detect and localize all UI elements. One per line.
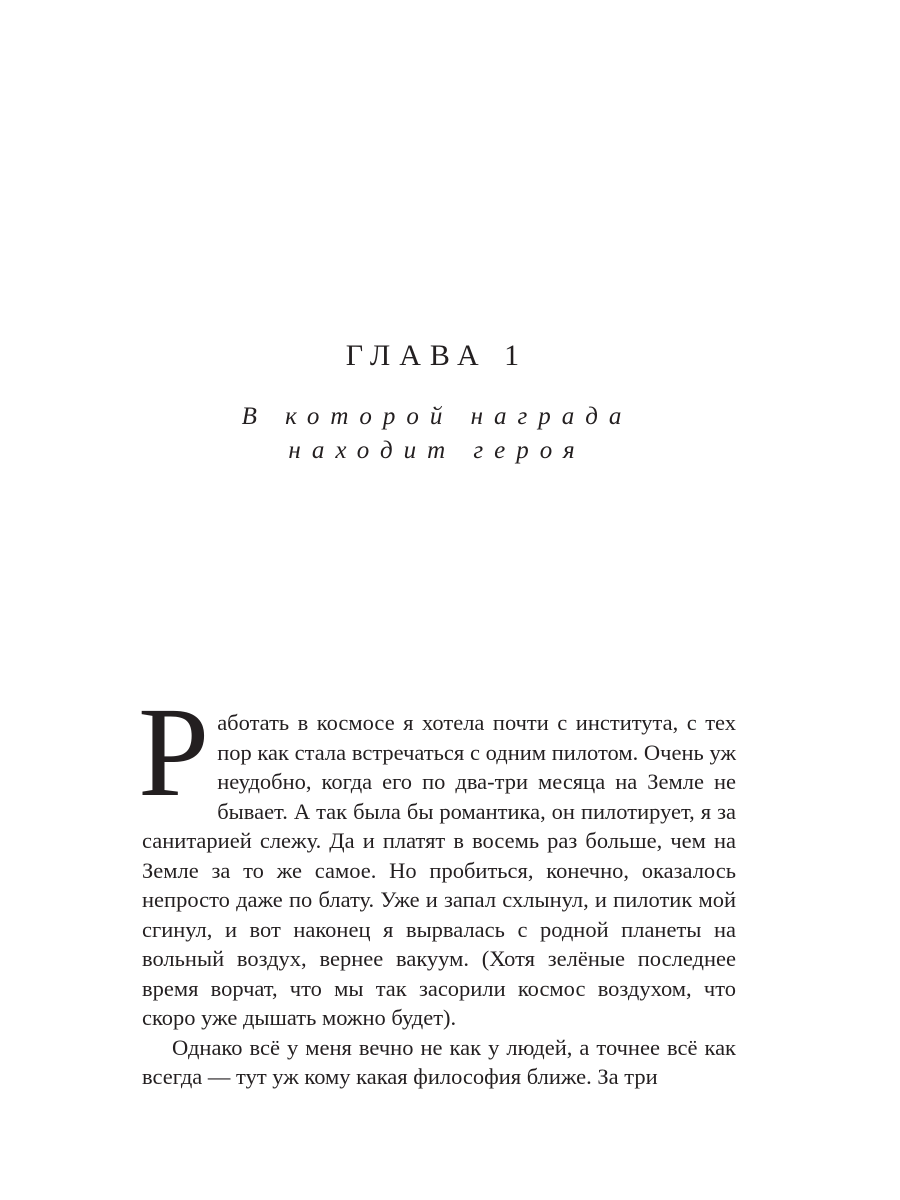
paragraph-2: Однако всё у меня вечно не как у людей, а точнее всё как всегда — тут уж кому какая философия ближе. За три <box>142 1034 736 1089</box>
chapter-label: ГЛАВА 1 <box>345 339 529 372</box>
paragraph-1-text: аботать в космосе я хотела почти с института, с тех пор как стала встречаться с одним пилотом. Очень уж неудобно, когда его по два-три месяца на Земле не бывает. А так была бы романтика, он пилотирует, я за санитарией слежу. Да и платят в восемь раз больше, чем на Земле за то же самое. Но пробиться, конечно, оказалось непросто даже по блату. Уже и запал схлынул, и пилотик мой сгинул, и вот наконец я вырвалась с родной планеты на вольный воздух, вернее вакуум. (Хотя зелёные последнее время ворчат, что мы так засорили космос воздухом, что скоро уже дышать можно будет). <box>142 710 736 1030</box>
drop-cap: Р <box>138 681 210 823</box>
chapter-title-line-2: находит героя <box>288 437 586 464</box>
chapter-title-line-1: В которой награда <box>241 403 633 430</box>
chapter-title <box>0 400 874 468</box>
paragraph-1 <box>138 681 736 1033</box>
body-text <box>138 681 736 1092</box>
